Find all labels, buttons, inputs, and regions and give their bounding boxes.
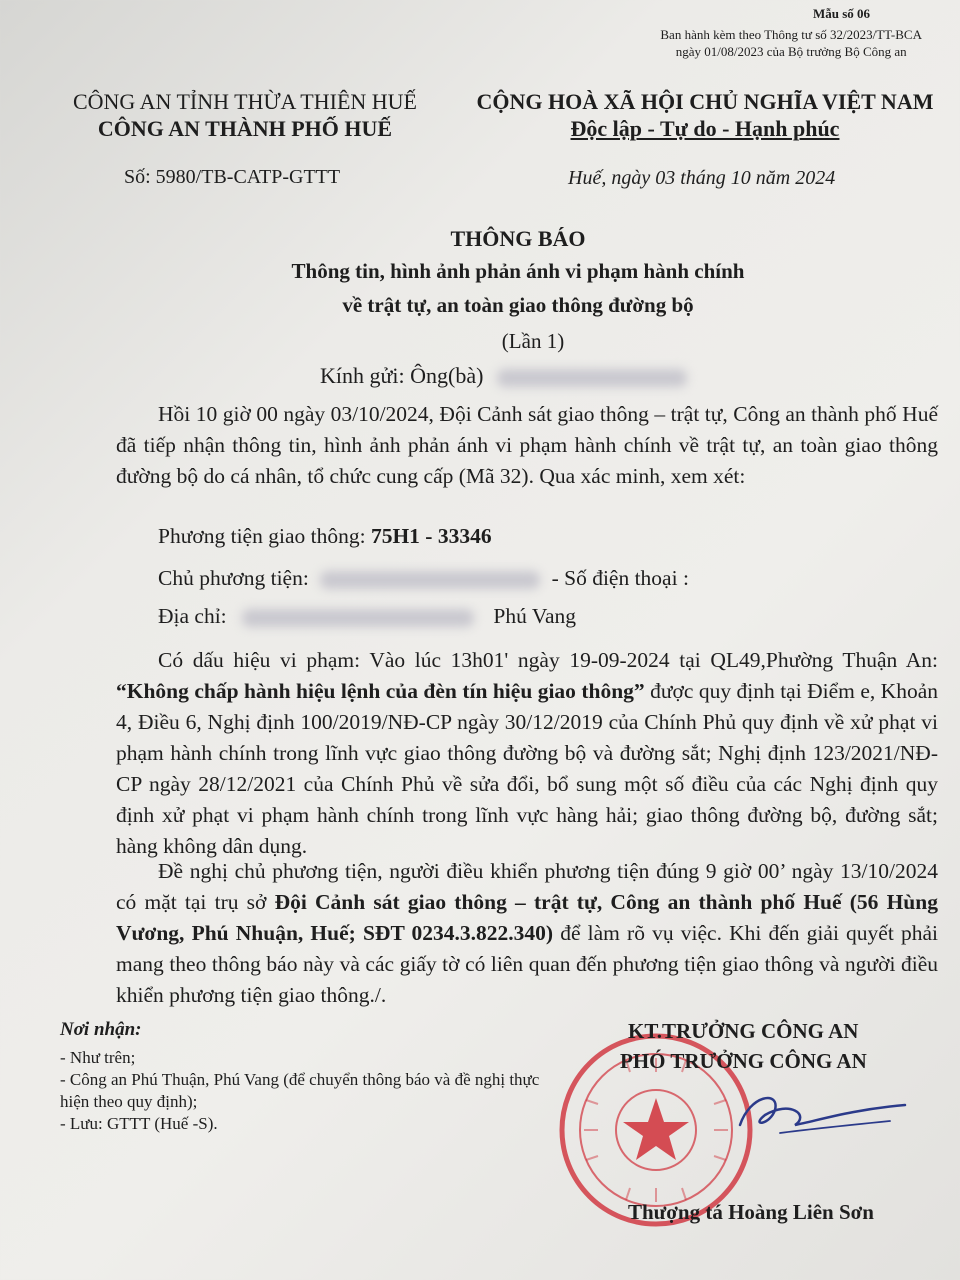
redacted-owner-name: [320, 571, 540, 589]
violation-text-1: Có dấu hiệu vi phạm: Vào lúc 13h01' ngày 19-09-2024 tại QL49,Phường Thuận An:: [158, 648, 938, 672]
phone-label: - Số điện thoại :: [551, 566, 689, 590]
signature-title-2: PHÓ TRƯỞNG CÔNG AN: [620, 1049, 867, 1073]
vehicle-label: Phương tiện giao thông:: [158, 524, 371, 548]
document-title: THÔNG BÁO: [450, 226, 586, 251]
salutation-label: Kính gửi: Ông(bà): [320, 363, 484, 388]
intro-text: Hồi 10 giờ 00 ngày 03/10/2024, Đội Cảnh sát giao thông – trật tự, Công an thành phố Huế đã tiếp nhận thông tin, hình ảnh phản ánh vi phạm hành chính về trật tự, an toàn giao thông đường bộ do cá nhân, tổ chức cung cấp (Mã 32). Qua xác minh, xem xét:: [116, 402, 938, 488]
address-district: Phú Vang: [493, 604, 577, 628]
violation-text-2: được quy định tại Điểm e, Khoản 4, Điều 6, Nghị định 100/2019/NĐ-CP ngày 30/12/2019 của Chính Phủ quy định về xử phạt vi phạm hành chính trong lĩnh vực giao thông đường bộ và đường sắt; Nghị định 123/2021/NĐ-CP ngày 28/12/2021 của Chính Phủ về sửa đổi, bổ sung một số điều của các Nghị định quy định xử phạt vi phạm hành chính trong lĩnh vực hàng hải; giao thông đường bộ, đường sắt; hàng không dân dụng.: [116, 679, 938, 858]
request-text-2: để làm rõ vụ việc. Khi đến giải quyết phải mang theo thông báo này và các giấy tờ có liên quan đến phương tiện giao thông và người điều khiển phương tiện giao thông./.: [116, 921, 938, 1007]
vehicle-line: [158, 524, 492, 549]
license-plate: 75H1 - 33346: [370, 524, 492, 548]
handwritten-signature: [720, 1085, 920, 1145]
recipients-list: [60, 1047, 540, 1135]
recipient-item: - Công an Phú Thuận, Phú Vang (để chuyển thông báo và đề nghị thực hiện theo quy định);: [60, 1070, 540, 1111]
document-subtitle-1: Thông tin, hình ảnh phản ánh vi phạm hành chính: [291, 259, 745, 283]
agency-header: [40, 88, 450, 142]
form-number: Mẫu số 06: [812, 6, 870, 21]
request-location: Đội Cảnh sát giao thông – trật tự, Công an thành phố Huế (56 Hùng Vương, Phú Nhuận, Huế; SĐT 0234.3.822.340): [116, 890, 938, 945]
signature-title-1: KT.TRƯỞNG CÔNG AN: [628, 1019, 859, 1043]
violation-offense: “Không chấp hành hiệu lệnh của đèn tín hiệu giao thông”: [116, 679, 645, 703]
nation-name: CỘNG HOÀ XÃ HỘI CHỦ NGHĨA VIỆT NAM: [476, 89, 934, 114]
agency-line-1: CÔNG AN TỈNH THỪA THIÊN HUẾ: [72, 89, 417, 114]
document-number: Số: 5980/TB-CATP-GTTT: [124, 166, 341, 188]
form-issuance-note: [660, 26, 922, 60]
address-line: [158, 604, 576, 629]
recipients-title: Nơi nhận:: [60, 1019, 142, 1040]
owner-label: Chủ phương tiện:: [158, 566, 309, 590]
request-paragraph: [116, 856, 938, 1011]
nation-header: [460, 88, 950, 142]
document-date: Huế, ngày 03 tháng 10 năm 2024: [568, 167, 836, 189]
nation-motto: Độc lập - Tự do - Hạnh phúc: [570, 116, 840, 141]
intro-paragraph: [116, 399, 938, 492]
document-subtitle-2: về trật tự, an toàn giao thông đường bộ: [342, 293, 694, 317]
redacted-recipient-name: [497, 369, 687, 387]
signer-name: Thượng tá Hoàng Liên Sơn: [628, 1200, 874, 1224]
notice-count: (Lần 1): [501, 329, 565, 353]
salutation: [320, 363, 687, 389]
recipient-item: - Lưu: GTTT (Huế -S).: [60, 1114, 218, 1133]
violation-paragraph: [116, 645, 938, 862]
address-label: Địa chỉ:: [158, 604, 227, 628]
issuance-line-2: ngày 01/08/2023 của Bộ trưởng Bộ Công an: [675, 44, 907, 59]
issuance-line-1: Ban hành kèm theo Thông tư số 32/2023/TT-BCA: [660, 27, 922, 42]
owner-line: [158, 566, 689, 591]
agency-line-2: CÔNG AN THÀNH PHỐ HUẾ: [97, 116, 393, 141]
recipient-item: - Như trên;: [60, 1048, 136, 1067]
request-text-1: Đề nghị chủ phương tiện, người điều khiển phương tiện đúng 9 giờ 00’ ngày 13/10/2024 có mặt tại trụ sở: [116, 859, 938, 914]
redacted-address: [242, 609, 474, 627]
